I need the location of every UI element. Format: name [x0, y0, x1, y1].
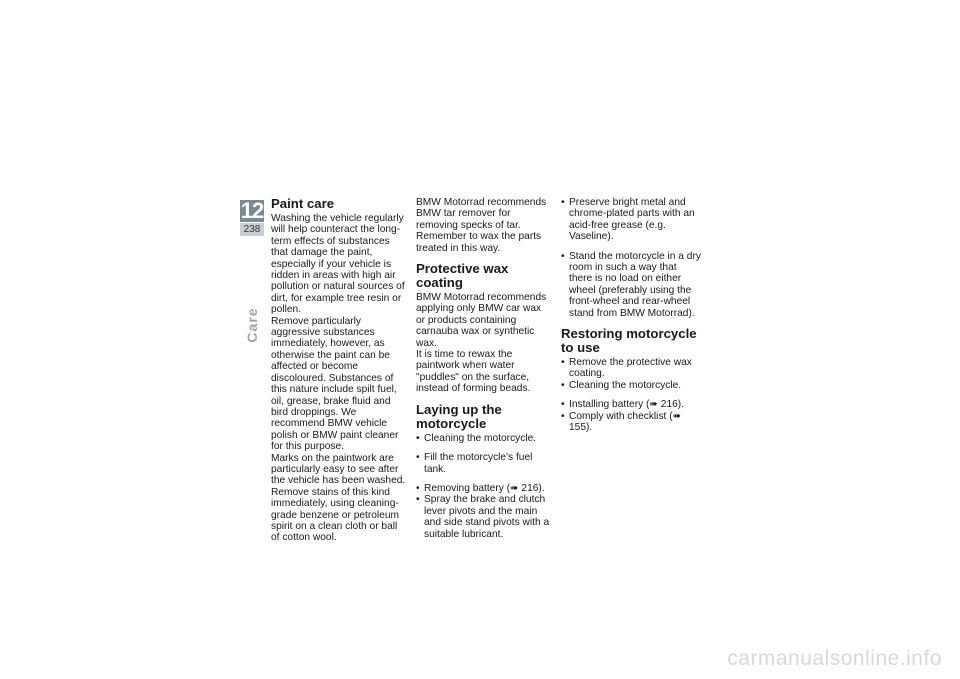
paragraph: It is time to rewax the paintwork when water "puddles" on the surface, instead of forming beads. [416, 349, 531, 395]
paragraph: Washing the vehicle regularly will help counteract the long-term effects of substances that damage the paint, especially if your vehicle is ridden in areas with high air pollution or natural sources of dirt, for example tree resin or pollen. [271, 213, 405, 316]
list-item: • Cleaning the motorcycle. [416, 433, 552, 444]
column-1 [271, 197, 408, 544]
chapter-label-text: Care [244, 307, 260, 343]
list-item: • Fill the motorcycle's fuel tank. [416, 452, 552, 475]
list-item: • Installing battery (➠ 216). [561, 399, 701, 410]
paragraph: BMW Motorrad recommends applying only BMW car wax or products containing carnauba wax or synthetic wax. [416, 292, 547, 349]
laying-up-heading: Laying up the motorcycle [416, 401, 502, 431]
column-2 [416, 197, 552, 540]
paragraph: Marks on the paintwork are particularly easy to see after the vehicle has been washed. Remove stains of this kind immediately, using cleaning-grade benzene or petroleum spirit on a clean cloth or ball of cotton wool. [271, 452, 406, 544]
list-item: • Removing battery (➠ 216). [416, 483, 552, 494]
watermark: carmanualsonline.info [727, 647, 942, 670]
laying-up-list-continued [561, 197, 701, 319]
list-item: • Preserve bright metal and chrome-plated parts with an acid-free grease (e.g. Vaseline). [561, 197, 701, 243]
list-item: • Remove the protective wax coating. [561, 357, 701, 380]
tar-remover-paragraph: BMW Motorrad recommends BMW tar remover for removing specks of tar. Remember to wax the parts treated in this way. [416, 197, 547, 254]
list-item: • Stand the motorcycle in a dry room in such a way that there is no load on either wheel (preferably using the front-wheel and rear-wheel stand from BMW Motorrad). [561, 251, 701, 319]
column-3 [561, 197, 701, 434]
chapter-tab [240, 200, 264, 236]
chapter-side-label [243, 305, 261, 345]
protective-wax-heading: Protective wax coating [416, 261, 509, 291]
page-number: 238 [240, 223, 264, 236]
list-item: • Comply with checklist (➠ 155). [561, 411, 701, 434]
restoring-heading: Restoring motorcycle to use [561, 326, 697, 356]
list-item: • Cleaning the motorcycle. [561, 380, 701, 391]
restoring-list [561, 357, 701, 433]
paragraph: Remove particularly aggressive substances immediately, however, as otherwise the paint can be affected or become discoloured. Substances of this nature include spilt fuel, oil, grease, brake fluid and bird droppings. We recommend BMW vehicle polish or BMW paint cleaner for this purpose. [271, 315, 399, 453]
laying-up-list [416, 433, 552, 540]
paint-care-heading: Paint care [271, 196, 335, 211]
list-item: • Spray the brake and clutch lever pivots and the main and side stand pivots with a suitable lubricant. [416, 494, 552, 540]
chapter-number: 12 [240, 198, 264, 223]
